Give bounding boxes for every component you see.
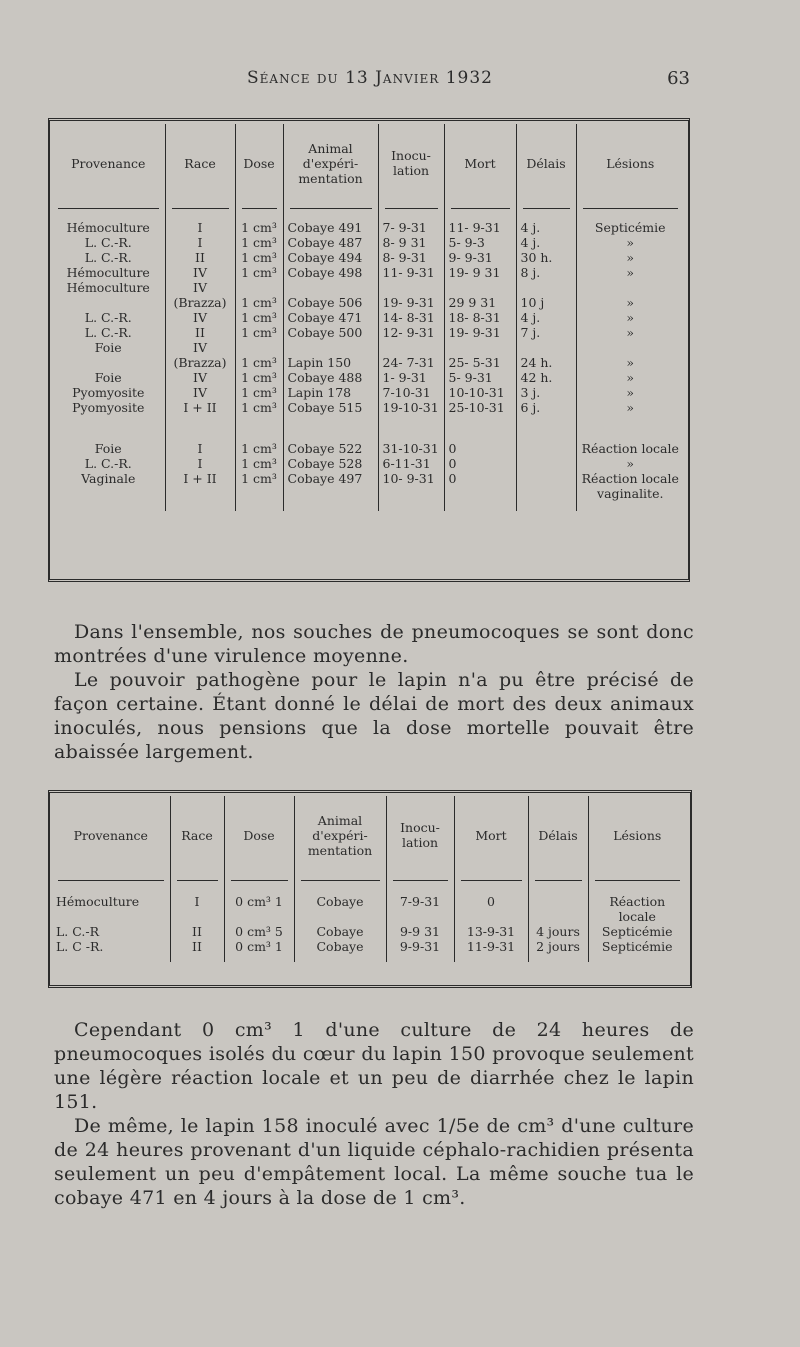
- rule-cell: [444, 202, 516, 218]
- cell-lesions: Réaction locale: [576, 441, 684, 456]
- spacer-cell: [283, 415, 378, 441]
- cell-provenance: L. C.-R: [56, 924, 99, 939]
- rule-line: [451, 208, 510, 209]
- cell-inoculation: 11- 9-31: [378, 265, 444, 280]
- cell-mort: 0: [444, 456, 516, 471]
- table-1: [52, 124, 684, 511]
- table-row: [52, 894, 686, 924]
- table-row: [52, 325, 684, 340]
- cell-animal: Cobaye 497: [283, 471, 378, 501]
- cell-race: IV: [165, 340, 235, 355]
- cell-animal: Lapin 178: [283, 385, 378, 400]
- spacer-cell: [165, 501, 235, 511]
- cell-mort: 25- 5-31: [444, 355, 516, 370]
- cell-inoculation: 7- 9-31: [378, 220, 444, 235]
- cell-delais: [516, 280, 576, 295]
- cell-animal: Cobaye 491: [283, 220, 378, 235]
- cell-mort: 25-10-31: [444, 400, 516, 415]
- col-animal: Animal d'expéri-mentation: [294, 796, 386, 874]
- cell-inoculation: 19- 9-31: [378, 295, 444, 310]
- cell-race: II: [165, 250, 235, 265]
- col-animal: Animal d'expéri-mentation: [283, 124, 378, 202]
- cell-race: I: [165, 456, 235, 471]
- cell-provenance: [52, 355, 165, 370]
- cell-mort: 9- 9-31: [444, 250, 516, 265]
- cell-inoculation: [378, 340, 444, 355]
- table-spacer-row: [52, 954, 686, 962]
- spacer-cell: [516, 415, 576, 441]
- col-delais: Délais: [516, 124, 576, 202]
- cell-provenance: Pyomyosite: [72, 385, 145, 400]
- cell-mort: 11- 9-31: [444, 220, 516, 235]
- cell-delais: 2 jours: [528, 939, 588, 954]
- cell-race: I: [165, 220, 235, 235]
- cell-race: (Brazza): [165, 355, 235, 370]
- cell-inoculation: 12- 9-31: [378, 325, 444, 340]
- cell-delais: 4 j.: [516, 235, 576, 250]
- cell-provenance: Foie: [94, 370, 122, 385]
- cell-mort: 0: [444, 441, 516, 456]
- cell-delais: 4 jours: [528, 924, 588, 939]
- rule-cell: [224, 874, 294, 890]
- cell-provenance: Hémoculture: [66, 265, 150, 280]
- table-row: [52, 280, 684, 295]
- cell-delais: [516, 441, 576, 456]
- cell-inoculation: 31-10-31: [378, 441, 444, 456]
- cell-dose: 1 cm³: [235, 456, 283, 471]
- rule-cell: [454, 874, 528, 890]
- cell-animal: Cobaye 471: [283, 310, 378, 325]
- cell-animal: Cobaye: [294, 894, 386, 924]
- paragraph: Dans l'ensemble, nos souches de pneumocoques se sont donc montrées d'une virulence moyenne.: [54, 621, 694, 667]
- cell-animal: Cobaye 488: [283, 370, 378, 385]
- cell-lesions: »: [576, 400, 684, 415]
- cell-lesions: »: [576, 370, 684, 385]
- cell-lesions: [576, 280, 684, 295]
- cell-race: I + II: [165, 471, 235, 501]
- cell-lesions: »: [576, 355, 684, 370]
- cell-dose: 0 cm³ 5: [224, 924, 294, 939]
- cell-lesions: »: [576, 265, 684, 280]
- cell-lesions: Septicémie: [588, 939, 686, 954]
- cell-dose: 1 cm³: [235, 400, 283, 415]
- spacer-cell: [378, 501, 444, 511]
- cell-lesions: [576, 340, 684, 355]
- cell-lesions: Réaction locale: [588, 894, 686, 924]
- table-row: [52, 441, 684, 456]
- cell-animal: Cobaye 498: [283, 265, 378, 280]
- cell-lesions: »: [576, 235, 684, 250]
- cell-provenance: Vaginale: [81, 471, 136, 486]
- cell-provenance: Hémoculture: [56, 894, 140, 909]
- table-row: [52, 471, 684, 501]
- cell-animal: Cobaye 515: [283, 400, 378, 415]
- cell-animal: Cobaye: [294, 939, 386, 954]
- cell-mort: 10-10-31: [444, 385, 516, 400]
- cell-inoculation: 7-10-31: [378, 385, 444, 400]
- cell-provenance: L. C.-R.: [84, 456, 132, 471]
- spacer-cell: [588, 954, 686, 962]
- spacer-cell: [294, 954, 386, 962]
- spacer-cell: [528, 954, 588, 962]
- rule-cell: [386, 874, 454, 890]
- rule-cell: [528, 874, 588, 890]
- rule-cell: [283, 202, 378, 218]
- cell-delais: 30 h.: [516, 250, 576, 265]
- cell-inoculation: 10- 9-31: [378, 471, 444, 501]
- rule-line: [595, 880, 681, 881]
- rule-line: [523, 208, 570, 209]
- cell-race: II: [170, 939, 224, 954]
- cell-provenance: L. C.-R.: [84, 235, 132, 250]
- cell-mort: [444, 340, 516, 355]
- cell-inoculation: [378, 280, 444, 295]
- col-race: Race: [170, 796, 224, 874]
- table-1-header-row: [52, 124, 684, 202]
- table-row: [52, 295, 684, 310]
- cell-animal: Lapin 150: [283, 355, 378, 370]
- cell-lesions: Septicémie: [576, 220, 684, 235]
- spacer-cell: [444, 415, 516, 441]
- cell-dose: 1 cm³: [235, 471, 283, 501]
- rule-line: [583, 208, 679, 209]
- cell-delais: 7 j.: [516, 325, 576, 340]
- rule-cell: [52, 202, 165, 218]
- cell-animal: Cobaye 506: [283, 295, 378, 310]
- table-row: [52, 235, 684, 250]
- cell-dose: 1 cm³: [235, 385, 283, 400]
- cell-race: IV: [165, 280, 235, 295]
- cell-inoculation: 1- 9-31: [378, 370, 444, 385]
- cell-lesions: »: [576, 385, 684, 400]
- spacer-cell: [444, 501, 516, 511]
- rule-cell: [516, 202, 576, 218]
- paragraph: Cependant 0 cm³ 1 d'une culture de 24 heures de pneumocoques isolés du cœur du lapin 150 provoque seulement une légère réaction locale et un peu de diarrhée chez le lapin 151.: [54, 1019, 694, 1113]
- rule-cell: [52, 874, 170, 890]
- spacer-cell: [52, 954, 170, 962]
- cell-provenance: Foie: [94, 340, 122, 355]
- cell-lesions: »: [576, 310, 684, 325]
- cell-delais: 3 j.: [516, 385, 576, 400]
- cell-provenance: Hémoculture: [66, 280, 150, 295]
- spacer-cell: [576, 501, 684, 511]
- spacer-cell: [283, 501, 378, 511]
- rule-line: [172, 208, 229, 209]
- col-provenance: Provenance: [73, 827, 148, 843]
- cell-race: I: [165, 441, 235, 456]
- cell-provenance: Pyomyosite: [72, 400, 145, 415]
- cell-lesions: Septicémie: [588, 924, 686, 939]
- table-rule-row: [52, 202, 684, 218]
- cell-inoculation: 9-9-31: [386, 939, 454, 954]
- cell-animal: Cobaye 528: [283, 456, 378, 471]
- rule-line: [301, 880, 380, 881]
- spacer-cell: [52, 415, 165, 441]
- cell-race: IV: [165, 310, 235, 325]
- cell-inoculation: 14- 8-31: [378, 310, 444, 325]
- cell-dose: 1 cm³: [235, 370, 283, 385]
- cell-race: (Brazza): [165, 295, 235, 310]
- cell-delais: 4 j.: [516, 310, 576, 325]
- rule-cell: [588, 874, 686, 890]
- cell-delais: [528, 894, 588, 924]
- col-mort: Mort: [454, 796, 528, 874]
- col-inoculation: Inocu-lation: [386, 796, 454, 874]
- cell-delais: 4 j.: [516, 220, 576, 235]
- table-row: [52, 355, 684, 370]
- rule-line: [290, 208, 372, 209]
- cell-provenance: L. C -R.: [56, 939, 104, 954]
- cell-dose: 1 cm³: [235, 295, 283, 310]
- table-row: [52, 400, 684, 415]
- rule-line: [58, 880, 164, 881]
- cell-race: I: [165, 235, 235, 250]
- cell-provenance: [52, 295, 165, 310]
- cell-dose: 1 cm³: [235, 250, 283, 265]
- table-row: [52, 250, 684, 265]
- spacer-cell: [576, 415, 684, 441]
- col-provenance: Provenance: [71, 155, 146, 171]
- spacer-cell: [386, 954, 454, 962]
- cell-race: II: [170, 924, 224, 939]
- rule-line: [231, 880, 288, 881]
- table-2-header-row: [52, 796, 686, 874]
- rule-line: [58, 208, 159, 209]
- cell-mort: 18- 8-31: [444, 310, 516, 325]
- cell-lesions: »: [576, 325, 684, 340]
- table-row: [52, 939, 686, 954]
- rule-cell: [170, 874, 224, 890]
- cell-lesions: »: [576, 250, 684, 265]
- cell-inoculation: 6-11-31: [378, 456, 444, 471]
- cell-mort: 5- 9-31: [444, 370, 516, 385]
- col-inoculation: Inocu-lation: [378, 124, 444, 202]
- page-number: 63: [667, 68, 690, 89]
- cell-lesions: »: [576, 295, 684, 310]
- cell-inoculation: 8- 9-31: [378, 250, 444, 265]
- rule-cell: [294, 874, 386, 890]
- rule-cell: [378, 202, 444, 218]
- table-spacer-row: [52, 415, 684, 441]
- cell-animal: Cobaye 487: [283, 235, 378, 250]
- cell-delais: 24 h.: [516, 355, 576, 370]
- table-row: [52, 370, 684, 385]
- cell-delais: 6 j.: [516, 400, 576, 415]
- cell-race: IV: [165, 370, 235, 385]
- col-lesions: Lésions: [576, 124, 684, 202]
- cell-delais: [516, 471, 576, 501]
- cell-dose: 1 cm³: [235, 325, 283, 340]
- table-2: [52, 796, 686, 962]
- paragraph-block-2: [54, 1018, 694, 1210]
- table-row: [52, 456, 684, 471]
- cell-mort: 19- 9 31: [444, 265, 516, 280]
- rule-line: [242, 208, 277, 209]
- paragraph-block-1: [54, 620, 694, 764]
- cell-mort: 0: [444, 471, 516, 501]
- cell-provenance: L. C.-R.: [84, 250, 132, 265]
- cell-dose: 0 cm³ 1: [224, 894, 294, 924]
- table-spacer-row: [52, 501, 684, 511]
- rule-cell: [235, 202, 283, 218]
- cell-dose: 1 cm³: [235, 265, 283, 280]
- cell-race: IV: [165, 385, 235, 400]
- col-race: Race: [165, 124, 235, 202]
- table-rule-row: [52, 874, 686, 890]
- spacer-cell: [516, 501, 576, 511]
- cell-delais: 10 j: [516, 295, 576, 310]
- rule-line: [177, 880, 218, 881]
- cell-animal: [283, 340, 378, 355]
- rule-cell: [165, 202, 235, 218]
- cell-animal: Cobaye 494: [283, 250, 378, 265]
- cell-mort: 11-9-31: [454, 939, 528, 954]
- cell-mort: 19- 9-31: [444, 325, 516, 340]
- cell-inoculation: 9-9 31: [386, 924, 454, 939]
- col-lesions: Lésions: [588, 796, 686, 874]
- rule-line: [461, 880, 522, 881]
- cell-animal: Cobaye 500: [283, 325, 378, 340]
- col-mort: Mort: [444, 124, 516, 202]
- rule-line: [535, 880, 582, 881]
- table-row: [52, 310, 684, 325]
- cell-race: IV: [165, 265, 235, 280]
- cell-dose: 1 cm³: [235, 235, 283, 250]
- cell-race: I + II: [165, 400, 235, 415]
- cell-provenance: L. C.-R.: [84, 325, 132, 340]
- col-dose: Dose: [235, 124, 283, 202]
- rule-cell: [576, 202, 684, 218]
- cell-mort: 5- 9-3: [444, 235, 516, 250]
- cell-mort: [444, 280, 516, 295]
- rule-line: [385, 208, 438, 209]
- rule-line: [393, 880, 448, 881]
- cell-dose: [235, 340, 283, 355]
- cell-mort: 0: [454, 894, 528, 924]
- cell-animal: Cobaye: [294, 924, 386, 939]
- cell-delais: [516, 456, 576, 471]
- table-row: [52, 924, 686, 939]
- page-header: [50, 68, 690, 96]
- spacer-cell: [378, 415, 444, 441]
- table-row: [52, 340, 684, 355]
- table-row: [52, 265, 684, 280]
- col-dose: Dose: [224, 796, 294, 874]
- cell-dose: 1 cm³: [235, 220, 283, 235]
- cell-provenance: L. C.-R.: [84, 310, 132, 325]
- running-title: Séance du 13 Janvier 1932: [247, 68, 493, 88]
- cell-animal: Cobaye 522: [283, 441, 378, 456]
- cell-dose: 1 cm³: [235, 310, 283, 325]
- spacer-cell: [224, 954, 294, 962]
- spacer-cell: [170, 954, 224, 962]
- cell-provenance: Hémoculture: [66, 220, 150, 235]
- spacer-cell: [235, 501, 283, 511]
- cell-inoculation: 19-10-31: [378, 400, 444, 415]
- paragraph: Le pouvoir pathogène pour le lapin n'a pu être précisé de façon certaine. Étant donné le délai de mort des deux animaux inoculés, nous pensions que la dose mortelle pouvait être abaissée largement.: [54, 669, 694, 763]
- table-row: [52, 220, 684, 235]
- table-row: [52, 385, 684, 400]
- cell-delais: [516, 340, 576, 355]
- cell-dose: [235, 280, 283, 295]
- cell-provenance: Foie: [94, 441, 122, 456]
- cell-delais: 8 j.: [516, 265, 576, 280]
- cell-animal: [283, 280, 378, 295]
- cell-lesions: »: [576, 456, 684, 471]
- cell-dose: 1 cm³: [235, 355, 283, 370]
- cell-dose: 0 cm³ 1: [224, 939, 294, 954]
- cell-dose: 1 cm³: [235, 441, 283, 456]
- cell-mort: 29 9 31: [444, 295, 516, 310]
- spacer-cell: [52, 501, 165, 511]
- cell-mort: 13-9-31: [454, 924, 528, 939]
- paragraph: De même, le lapin 158 inoculé avec 1/5e de cm³ d'une culture de 24 heures provenant d'un liquide céphalo-rachidien présenta seulement un peu d'empâtement local. La même souche tua le cobaye 471 en 4 jours à la dose de 1 cm³.: [54, 1115, 694, 1209]
- cell-inoculation: 7-9-31: [386, 894, 454, 924]
- spacer-cell: [165, 415, 235, 441]
- spacer-cell: [454, 954, 528, 962]
- cell-inoculation: 8- 9 31: [378, 235, 444, 250]
- cell-race: II: [165, 325, 235, 340]
- cell-race: I: [170, 894, 224, 924]
- cell-delais: 42 h.: [516, 370, 576, 385]
- spacer-cell: [235, 415, 283, 441]
- col-delais: Délais: [528, 796, 588, 874]
- cell-lesions: Réaction locale vaginalite.: [576, 471, 684, 501]
- cell-inoculation: 24- 7-31: [378, 355, 444, 370]
